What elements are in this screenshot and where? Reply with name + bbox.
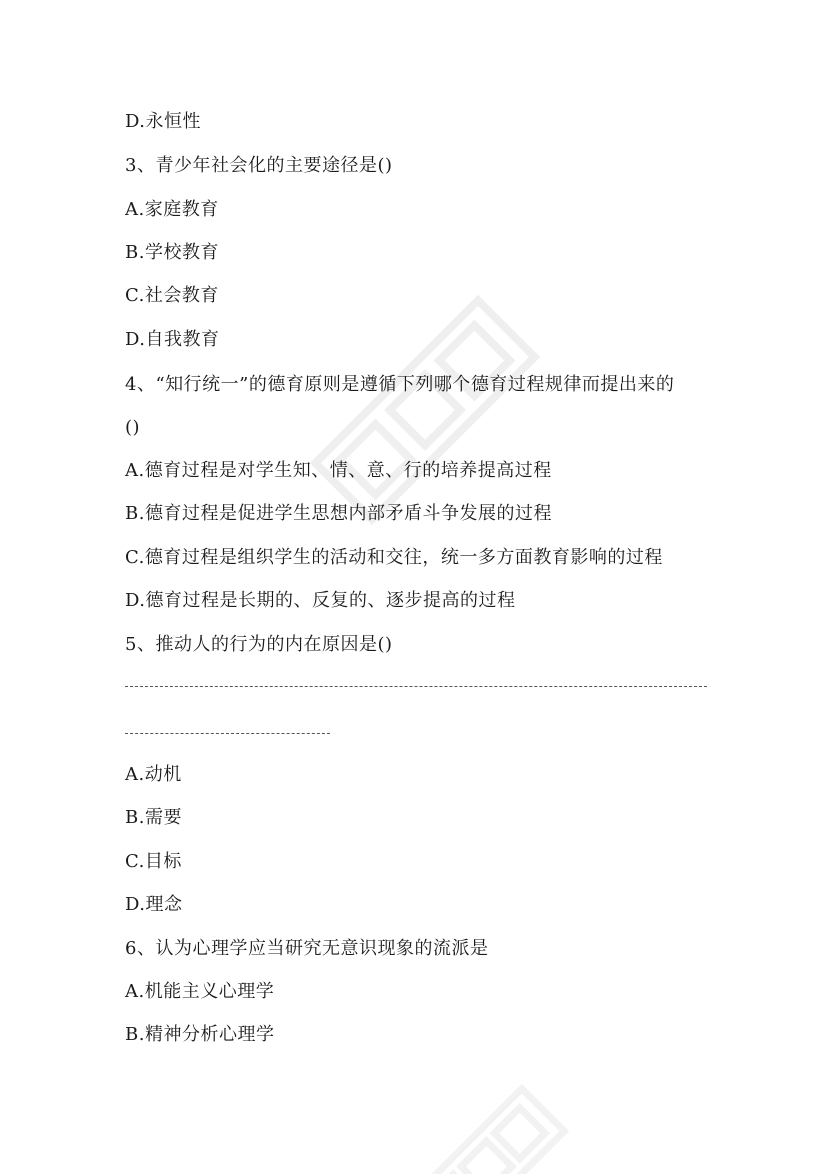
option-d-q5: D.理念	[125, 894, 183, 915]
dashed-separator-1	[125, 686, 707, 687]
question-3: 3、青少年社会化的主要途径是()	[125, 155, 393, 176]
option-a-q5: A.动机	[125, 764, 182, 785]
option-d-q4: D.德育过程是长期的、反复的、逐步提高的过程	[125, 590, 516, 611]
option-d-q2: D.永恒性	[125, 111, 202, 132]
dashed-separator-2	[125, 733, 330, 734]
option-b-q6: B.精神分析心理学	[125, 1024, 275, 1045]
question-6: 6、认为心理学应当研究无意识现象的流派是	[125, 938, 489, 959]
watermark-seal-icon	[300, 285, 550, 535]
option-a-q6: A.机能主义心理学	[125, 981, 275, 1002]
option-c-q5: C.目标	[125, 851, 182, 872]
option-c-q3: C.社会教育	[125, 285, 219, 306]
option-b-q5: B.需要	[125, 807, 182, 828]
option-a-q4: A.德育过程是对学生知、情、意、行的培养提高过程	[125, 460, 552, 481]
option-b-q3: B.学校教育	[125, 242, 219, 263]
option-d-q3: D.自我教育	[125, 329, 220, 350]
option-a-q3: A.家庭教育	[125, 199, 219, 220]
question-4: 4、“知行统一”的德育原则是遵循下列哪个德育过程规律而提出来的	[125, 374, 675, 395]
question-5: 5、推动人的行为的内在原因是()	[125, 634, 393, 655]
question-4-continued: ()	[125, 417, 141, 438]
watermark-seal-icon-lower	[400, 1080, 580, 1174]
option-c-q4: C.德育过程是组织学生的活动和交往，统一多方面教育影响的过程	[125, 547, 663, 568]
option-b-q4: B.德育过程是促进学生思想内部矛盾斗争发展的过程	[125, 503, 552, 524]
